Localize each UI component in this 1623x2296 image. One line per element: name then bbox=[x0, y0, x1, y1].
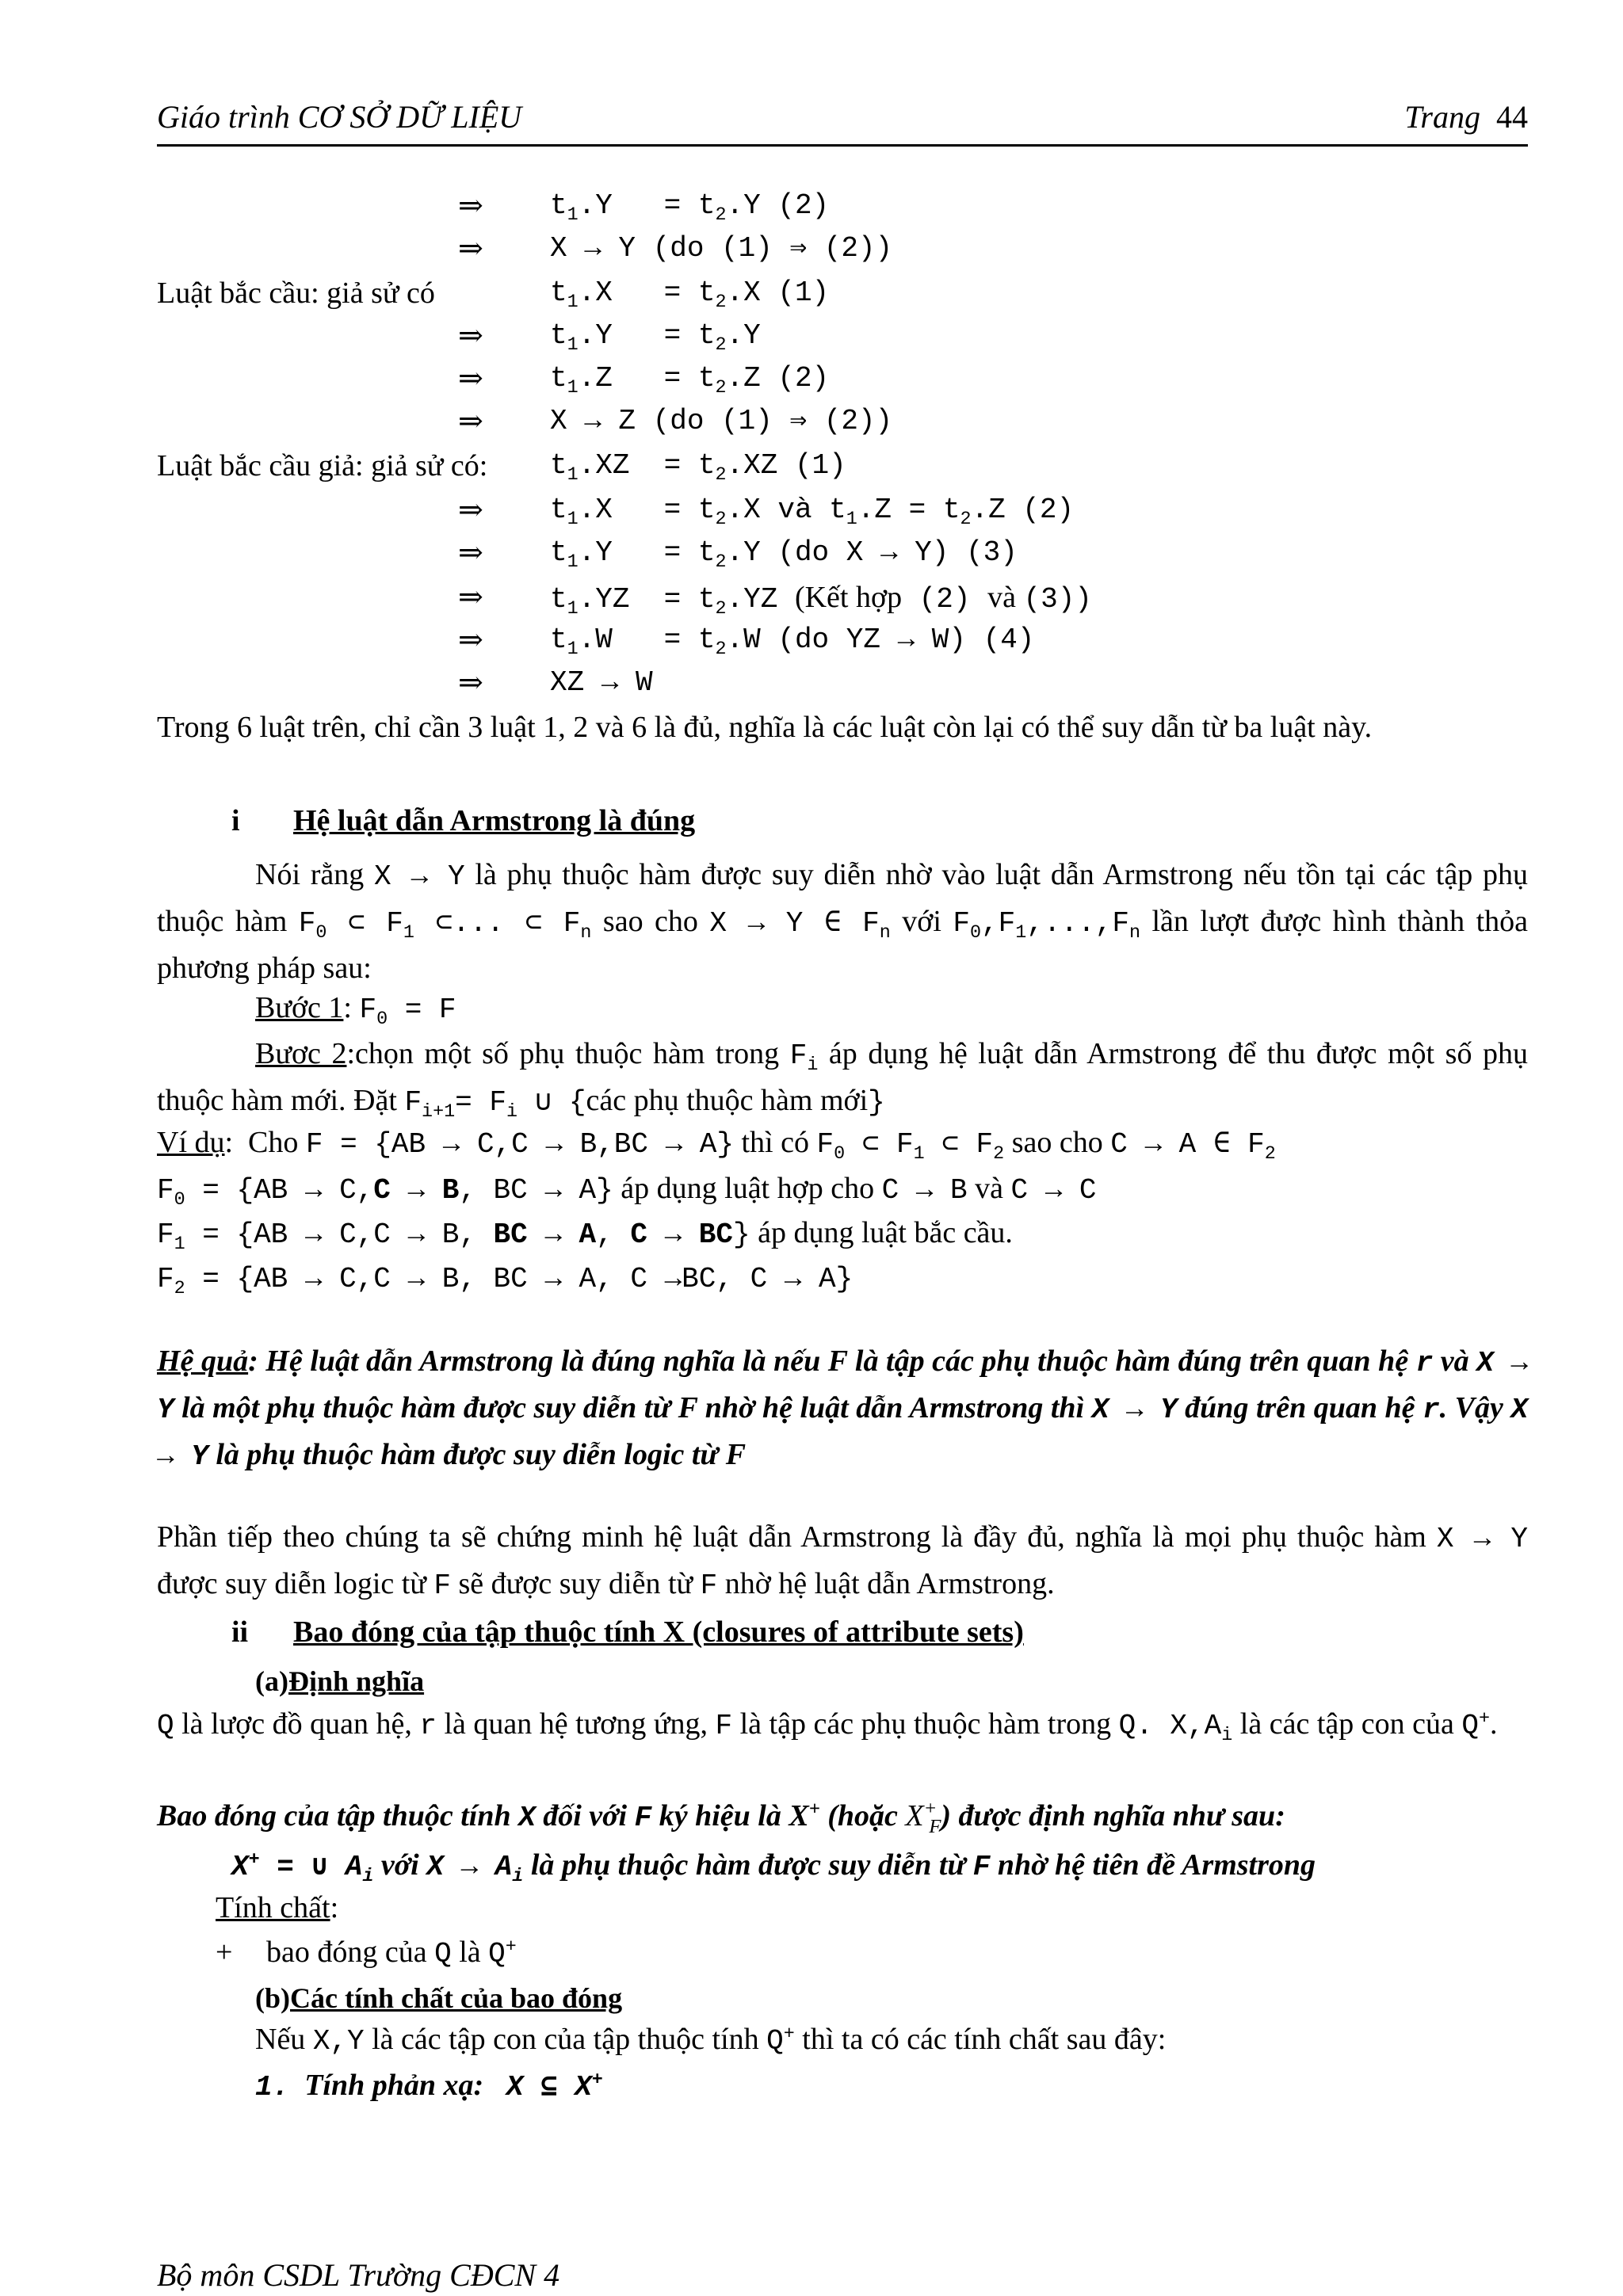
header-page-number: 44 bbox=[1496, 99, 1528, 135]
proof-expr: $t_1.Y = t_2.Y$ (do X → Y) (3) bbox=[550, 536, 1018, 574]
paragraph-noi-rang: Nói rằng X → Y là phụ thuộc hàm được suy diễn nhờ vào luật dẫn Armstrong nếu tồn tại các tập phụ thuộc hàm $F_0$ ⊂ $F_1$ ⊂... ⊂ $F_n$ sao cho X → Y ∈ $F_n$ với $F_0,F_1,...,F_n$ lần lượt được hình thành thỏa phương pháp sau: bbox=[157, 858, 1528, 985]
section-number: ii bbox=[231, 1615, 249, 1649]
header-page-label: Trang bbox=[1404, 99, 1480, 135]
implies-icon: ⇒ bbox=[458, 189, 483, 223]
footer-text: Bộ môn CSDL Trường CĐCN 4 bbox=[157, 2257, 560, 2293]
example-f2: $F_2 = \{AB \to C,C \to B$, BC → A, C →BC, C → A} bbox=[157, 1263, 854, 1300]
proof-expr: XZ → W bbox=[550, 666, 653, 699]
step-2: Bươc 2:chọn một số phụ thuộc hàm trong $F_i$ áp dụng hệ luật dẫn Armstrong để thu được một số phụ thuộc hàm mới. Đặt $F_{i+1}= F_i$ ∪ {các phụ thuộc hàm mới} bbox=[157, 1037, 1528, 1123]
property-text: bao đóng của Q là Q+ bbox=[266, 1936, 517, 1970]
implies-icon: ⇒ bbox=[458, 319, 483, 353]
example-f0: $F_0 = \{AB \to C,C \to B$, BC → A} áp dụng luật hợp cho C → B và C → C bbox=[157, 1172, 1097, 1211]
implies-icon: ⇒ bbox=[458, 666, 483, 700]
header-title: Giáo trình CƠ SỞ DỮ LIỆU bbox=[157, 99, 522, 135]
paragraph-next: Phần tiếp theo chúng ta sẽ chứng minh hệ luật dẫn Armstrong là đầy đủ, nghĩa là mọi phụ thuộc hàm X → Y được suy diễn logic từ F sẽ được suy diễn từ F nhờ hệ luật dẫn Armstrong. bbox=[157, 1520, 1528, 1602]
proof-expr: $t_1.Y = t_2.Y$ (2) bbox=[550, 189, 830, 227]
subheading-title: Định nghĩa bbox=[288, 1665, 425, 1697]
proof-expr: $t_1.X = t_2.X$ (1) bbox=[550, 277, 830, 314]
proof-expr: $t_1.X = t_2.X$ và $t_1.Z = t_2.Z$ (2) bbox=[550, 494, 1075, 531]
implies-icon: ⇒ bbox=[458, 362, 483, 395]
paragraph-six-rules: Trong 6 luật trên, chỉ cần 3 luật 1, 2 và 6 là đủ, nghĩa là các luật còn lại có thể suy dẫn từ ba luật này. bbox=[157, 711, 1373, 744]
subheading-title: Các tính chất của bao đóng bbox=[290, 1982, 623, 2014]
header-rule bbox=[157, 144, 1528, 147]
header-page bbox=[1404, 98, 1528, 135]
proof-expr: X → Z (do (1) ⇒ (2)) bbox=[550, 405, 893, 437]
section-title: Hệ luật dẫn Armstrong là đúng bbox=[293, 804, 696, 837]
property-number: 1. bbox=[255, 2071, 290, 2103]
step-2-label: Bươc 2 bbox=[255, 1037, 347, 1070]
section-number: i bbox=[231, 804, 240, 837]
section-title: Bao đóng của tập thuộc tính X (closures of attribute sets) bbox=[293, 1615, 1024, 1649]
example-f1: $F_1 = \{AB \to C,C \to B$, BC → A, C → BC} áp dụng luật bắc cầu. bbox=[157, 1216, 1013, 1256]
bullet: + bbox=[216, 1936, 233, 1969]
subheading-prefix: (a) bbox=[255, 1665, 288, 1697]
implies-icon: ⇒ bbox=[458, 494, 483, 527]
paragraph-q: Q là lược đồ quan hệ, r là quan hệ tương ứng, F là tập các phụ thuộc hàm trong Q. $X,A_i$ là các tập con của Q+. bbox=[157, 1707, 1498, 1747]
corollary-label: Hệ quả bbox=[157, 1344, 249, 1378]
proof-expr: $t_1.Y = t_2.Y$ bbox=[550, 319, 761, 357]
property-title: Tính phản xạ: bbox=[304, 2069, 484, 2102]
implies-icon: ⇒ bbox=[458, 232, 483, 265]
closure-formula: X+ = ∪ $A_i$ với $X \to A_i$ là phụ thuộc hàm được suy diễn từ F nhờ hệ tiên đề Armstrong bbox=[231, 1848, 1316, 1888]
step-1-label: Bước 1 bbox=[255, 991, 344, 1024]
proof-expr: $t_1.Z = t_2.Z$ (2) bbox=[550, 362, 830, 399]
implies-icon: ⇒ bbox=[458, 536, 483, 570]
proof-label: Luật bắc cầu giả: giả sử có: bbox=[157, 449, 488, 482]
proof-expr: X → Y (do (1) ⇒ (2)) bbox=[550, 232, 893, 265]
implies-icon: ⇒ bbox=[458, 581, 483, 614]
closure-definition: Bao đóng của tập thuộc tính X đối với F ký hiệu là X+ (hoặc $X^+_F$) được định nghĩa như sau: bbox=[157, 1798, 1285, 1837]
proof-expr: $t_1.W = t_2.W$ (do YZ → W) (4) bbox=[550, 624, 1035, 661]
corollary: Hệ quả: Hệ luật dẫn Armstrong là đúng nghĩa là nếu F là tập các phụ thuộc hàm đúng trên quan hệ r và X → Y là một phụ thuộc hàm được suy diễn từ F nhờ hệ luật dẫn Armstrong thì X → Y đúng trên quan hệ r. Vậy X → Y là phụ thuộc hàm được suy diễn logic từ F bbox=[157, 1344, 1529, 1473]
subheading-prefix: (b) bbox=[255, 1982, 290, 2014]
example-label: Ví dụ bbox=[157, 1126, 225, 1159]
property-heading: Tính chất: bbox=[216, 1891, 339, 1924]
example-intro: Ví dụ: Cho F = {AB → C,C → B,BC → A} thì có $F_0$ ⊂ $F_1$ ⊂ $F_2$ sao cho C → A ∈ $F_2$ bbox=[157, 1126, 1276, 1165]
implies-icon: ⇒ bbox=[458, 624, 483, 657]
proof-expr: $t_1.YZ = t_2.YZ$ (Kết hợp (2) và (3)) bbox=[550, 581, 1092, 620]
proof-expr: $t_1.XZ = t_2.XZ$ (1) bbox=[550, 449, 846, 486]
implies-icon: ⇒ bbox=[458, 405, 483, 438]
property-label: Tính chất bbox=[216, 1891, 330, 1924]
property-1: 1. Tính phản xạ: X ⊆ X+ bbox=[255, 2069, 603, 2103]
paragraph-neu: Nếu X,Y là các tập con của tập thuộc tính Q+ thì ta có các tính chất sau đây: bbox=[255, 2023, 1167, 2058]
subheading-a bbox=[255, 1662, 424, 1700]
subheading-b bbox=[255, 1979, 622, 2017]
step-1: Bước 1: $F_0 = F$ bbox=[255, 991, 456, 1031]
proof-label: Luật bắc cầu: giả sử có bbox=[157, 277, 435, 310]
